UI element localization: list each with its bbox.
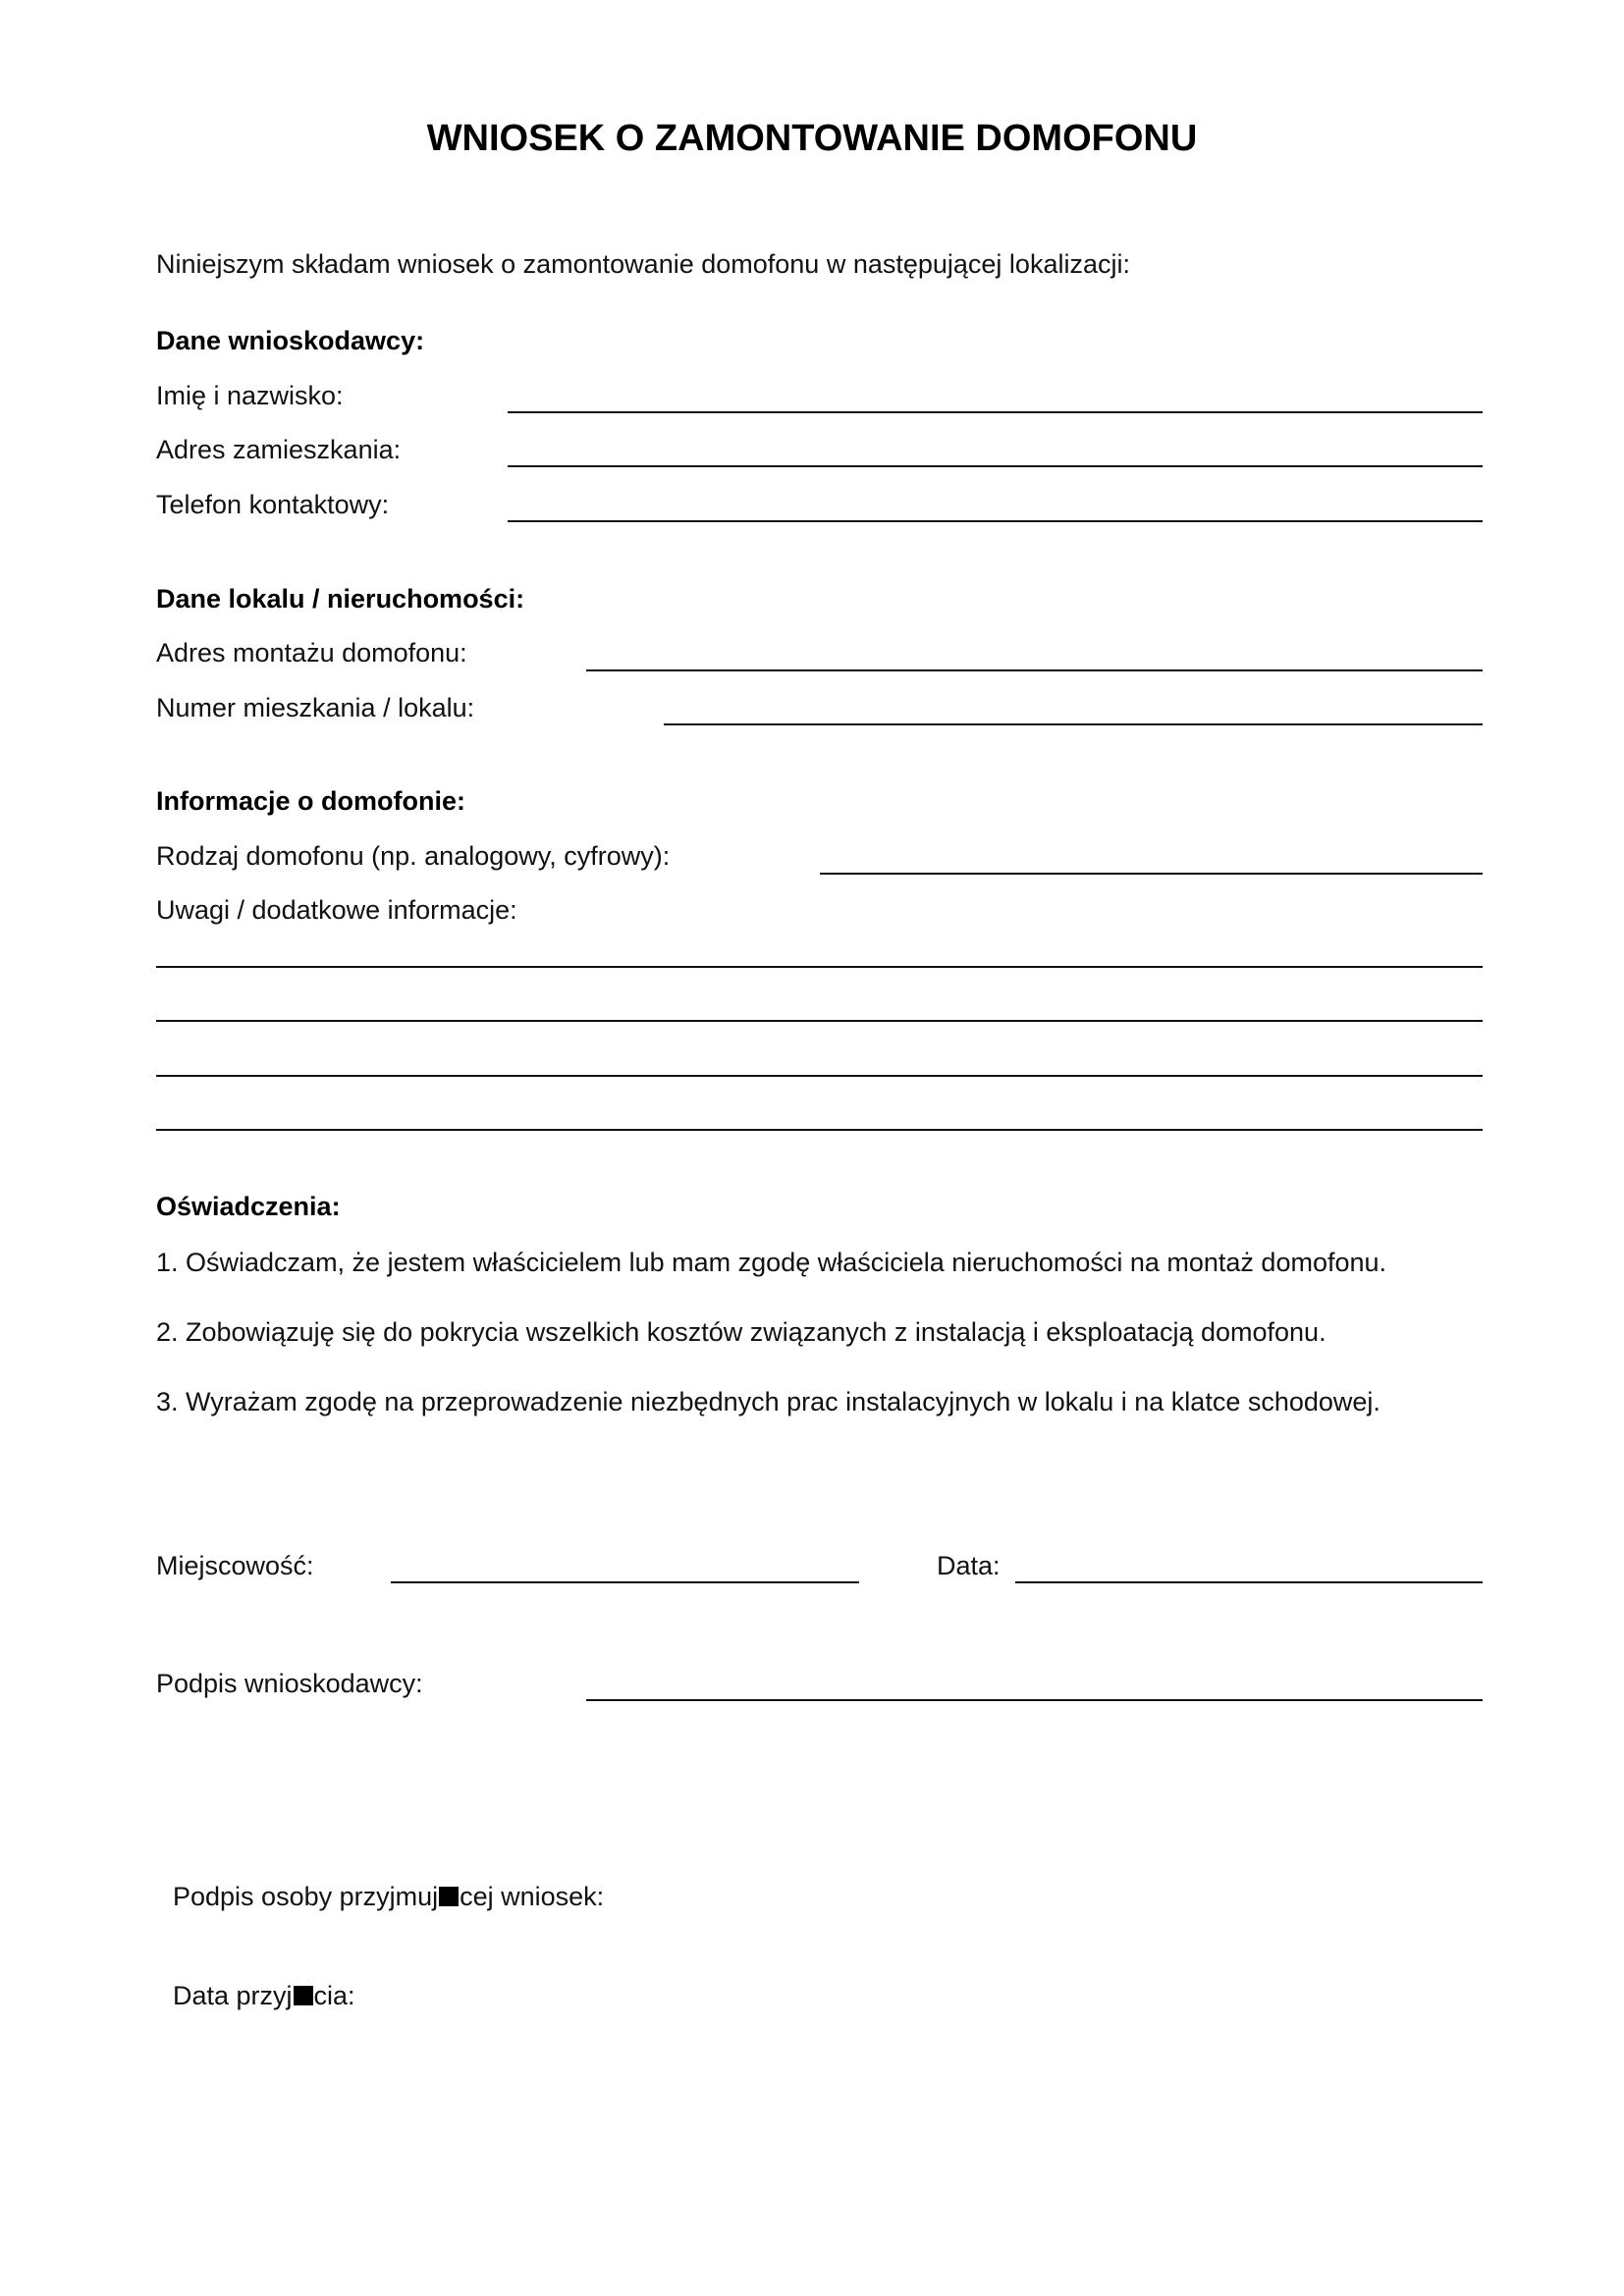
install-address-field-line[interactable] (586, 669, 1483, 671)
install-address-label: Adres montażu domofonu: (156, 638, 467, 667)
notes-label: Uwagi / dodatkowe informacje: (156, 895, 517, 925)
signature-field-line[interactable] (586, 1699, 1483, 1701)
receiver-label-start: Podpis osoby przyjmuj (173, 1882, 439, 1911)
notes-line-4[interactable] (156, 1129, 1483, 1131)
statement-item: 2. Zobowiązuję się do pokrycia wszelkich kosztów związanych z instalacją i eksploatacją domofonu. (156, 1317, 1326, 1347)
place-label: Miejscowość: (156, 1551, 314, 1580)
name-field-line[interactable] (508, 411, 1483, 413)
place-field-line[interactable] (391, 1581, 859, 1583)
received-date-label (173, 1979, 355, 2012)
applicant-heading: Dane wnioskodawcy: (156, 326, 425, 355)
premises-heading: Dane lokalu / nieruchomości: (156, 584, 525, 614)
apartment-field-line[interactable] (664, 723, 1483, 725)
date-field-line[interactable] (1015, 1581, 1483, 1583)
address-label: Adres zamieszkania: (156, 435, 402, 464)
document-title: WNIOSEK O ZAMONTOWANIE DOMOFONU (426, 118, 1198, 159)
statements-heading: Oświadczenia: (156, 1192, 341, 1221)
intercom-type-label: Rodzaj domofonu (np. analogowy, cyfrowy): (156, 841, 671, 871)
notes-line-3[interactable] (156, 1075, 1483, 1077)
phone-field-line[interactable] (508, 520, 1483, 522)
name-label: Imię i nazwisko: (156, 381, 344, 410)
apartment-label: Numer mieszkania / lokalu: (156, 693, 475, 722)
intercom-type-field-line[interactable] (820, 873, 1483, 875)
notes-line-2[interactable] (156, 1020, 1483, 1022)
phone-label: Telefon kontaktowy: (156, 490, 390, 519)
missing-glyph-icon (439, 1887, 459, 1906)
receiver-label-end: cej wniosek: (460, 1882, 605, 1911)
received-label-end: cia: (313, 1981, 355, 2010)
address-field-line[interactable] (508, 465, 1483, 467)
missing-glyph-icon (294, 1986, 313, 2005)
notes-line-1[interactable] (156, 966, 1483, 968)
receiver-signature-label (173, 1880, 604, 1913)
received-label-start: Data przyj (173, 1981, 293, 2010)
intercom-heading: Informacje o domofonie: (156, 786, 466, 816)
date-label: Data: (937, 1551, 1001, 1580)
intro-text: Niniejszym składam wniosek o zamontowanie domofonu w następującej lokalizacji: (156, 249, 1130, 279)
statement-item: 3. Wyrażam zgodę na przeprowadzenie niezbędnych prac instalacyjnych w lokalu i na klatce schodowej. (156, 1387, 1380, 1416)
signature-label: Podpis wnioskodawcy: (156, 1669, 423, 1698)
statement-item: 1. Oświadczam, że jestem właścicielem lub mam zgodę właściciela nieruchomości na montaż domofonu. (156, 1248, 1387, 1277)
